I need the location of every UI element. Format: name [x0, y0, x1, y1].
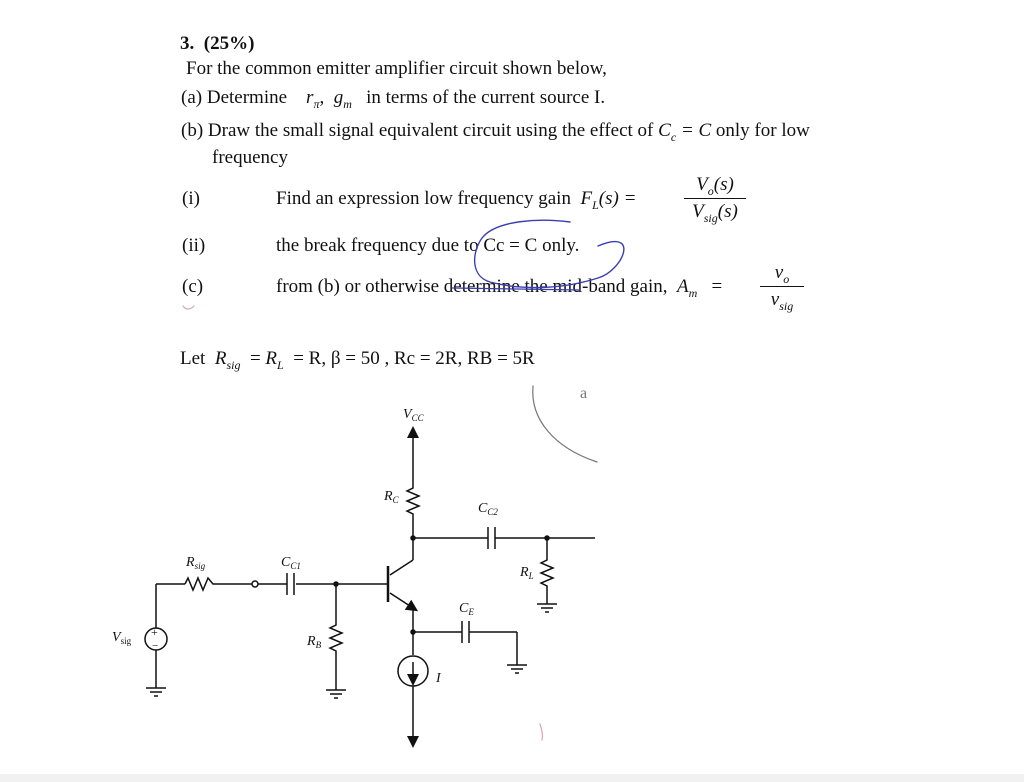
vsig-label: $V_{sig}$: [112, 630, 132, 646]
cc1-label: $C_{C1}$: [281, 555, 301, 571]
problem-intro: For the common emitter amplifier circuit shown below,: [186, 58, 607, 79]
rc-resistor: [407, 480, 419, 538]
current-source-label: I: [436, 671, 441, 686]
handwritten-tick: [183, 306, 194, 309]
handwritten-underline: [452, 288, 580, 290]
sub-c-text: from (b) or otherwise determine the mid-band gain, $A_m$ =: [276, 276, 723, 300]
gain-fraction: $V_o(s)$ $V_{sig}(s)$: [684, 174, 746, 223]
rl-resistor: [541, 538, 553, 604]
transistor-emitter-diag: [390, 593, 413, 608]
input-terminal: [252, 581, 258, 587]
rc-label: $R_C$: [384, 489, 399, 505]
handwritten-circle-annotation: [475, 220, 624, 287]
part-b: (b) Draw the small signal equivalent circuit using the effect of $C_c = C$ only for low: [181, 120, 810, 144]
sub-i-text: Find an expression low frequency gain $F_L(s)$ =: [276, 188, 637, 212]
ce-label: $C_E$: [459, 601, 474, 617]
problem-number: 3. (25%): [180, 33, 255, 54]
rl-label: $R_L$: [520, 565, 534, 581]
cc2-label: $C_{C2}$: [478, 501, 498, 517]
vsig-minus: −: [152, 640, 159, 652]
midband-fraction: $v_o$ $v_{sig}$: [760, 262, 804, 311]
rsig-label: $R_{sig}$: [186, 555, 206, 571]
rb-resistor: [330, 584, 342, 690]
page-bottom-strip: [0, 774, 1024, 782]
sub-c-label: (c): [182, 276, 204, 297]
pink-mark: [540, 724, 542, 740]
sub-i-label: (i): [182, 188, 200, 209]
vsig-plus: +: [151, 625, 158, 639]
sub-ii-label: (ii): [182, 235, 206, 256]
sub-ii-text: the break frequency due to Cc = C only.: [276, 235, 580, 256]
part-a: (a) Determine $r_\pi$, $g_m$ in terms of the current source I.: [181, 87, 606, 111]
vcc-label: $V_{CC}$: [403, 407, 424, 423]
rsig-resistor: [185, 578, 252, 590]
pencil-curve-annotation: [533, 386, 597, 462]
handwritten-letter-a: a: [580, 385, 588, 402]
rb-label: $R_B$: [307, 634, 322, 650]
given-values: Let $R_{sig} = R_L = R$, β = 50 , Rc = 2R, RB = 5R: [180, 348, 535, 372]
transistor-collector-diag: [390, 560, 413, 575]
part-b-continued: frequency: [212, 147, 288, 168]
